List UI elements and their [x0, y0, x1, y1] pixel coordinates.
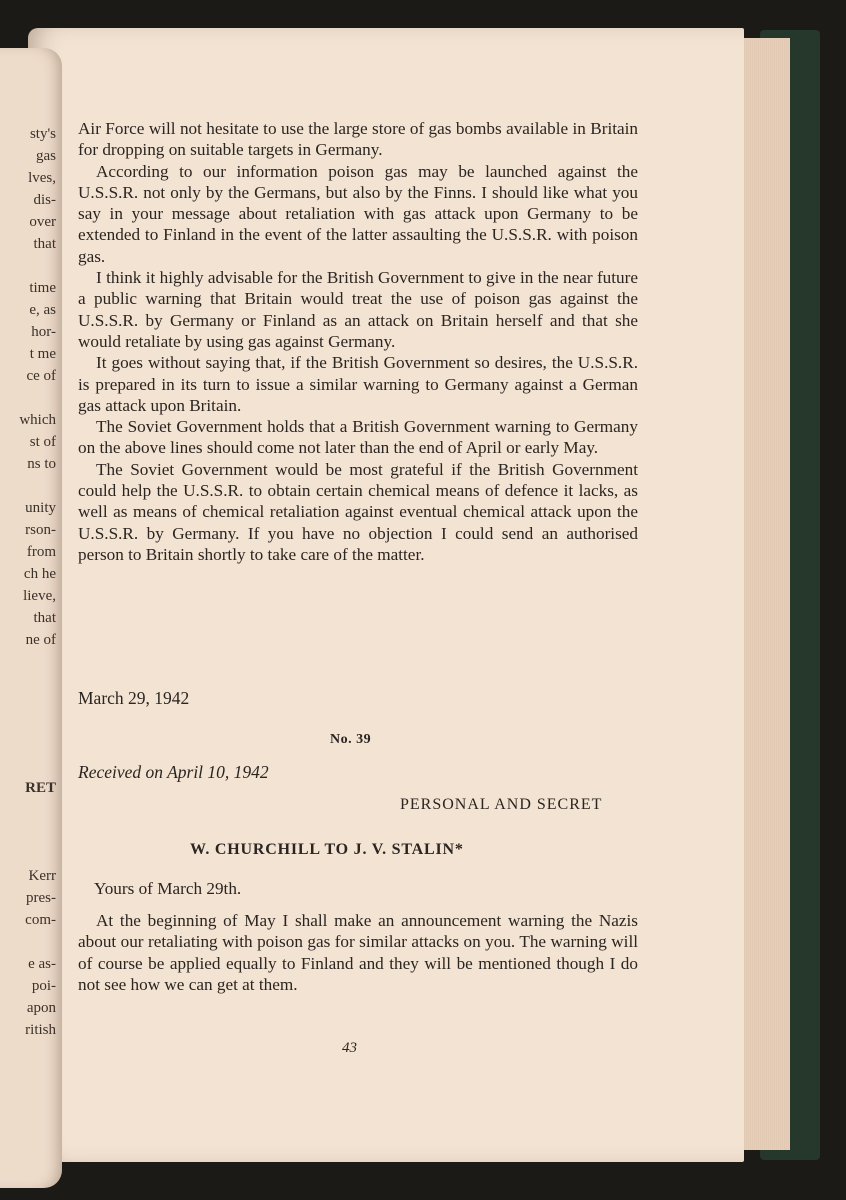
left-text: ns to: [27, 456, 56, 472]
left-text: which: [19, 412, 56, 428]
left-text: Kerr: [28, 868, 56, 884]
left-text: RET: [25, 780, 56, 796]
left-text: dis-: [33, 192, 56, 208]
reply-body: [78, 910, 638, 995]
left-text: lieve,: [23, 588, 56, 604]
left-text: poi-: [31, 978, 56, 994]
left-text: hor-: [31, 324, 56, 340]
greeting: Yours of March 29th.: [94, 879, 242, 898]
left-text: com-: [25, 912, 56, 928]
left-text: ce of: [26, 368, 56, 384]
left-text: st of: [29, 434, 56, 450]
left-text: from: [26, 544, 56, 560]
page-number: 43: [342, 1040, 357, 1056]
paragraph: Air Force will not hesitate to use the large store of gas bombs available in Britain for dropping on suitable targets in Germany.: [78, 119, 638, 160]
letter-date: March 29, 1942: [78, 688, 190, 708]
paragraph: The Soviet Government holds that a British Government warning to Germany on the above lines should come not later than the end of April or early May.: [78, 417, 638, 458]
paragraph: I think it highly advisable for the British Government to give in the near future a public warning that Britain would treat the use of poison gas against the U.S.S.R. by Germany or Finland as an attack on Britain herself and that she would retaliate by using gas against Germany.: [78, 268, 638, 351]
paragraph: According to our information poison gas may be launched against the U.S.S.R. not only by the Germans, but also by the Finns. I should like what you say in your message about retaliation with gas attack upon Germany to be extended to Finland in the event of the latter assaulting the U.S.S.R. with poison gas.: [78, 161, 638, 266]
left-text: sty's: [29, 126, 56, 142]
document-heading: W. CHURCHILL TO J. V. STALIN*: [190, 841, 464, 858]
left-text: e as-: [28, 956, 56, 972]
left-text: e, as: [29, 302, 56, 318]
paragraph: At the beginning of May I shall make an announcement warning the Nazis about our retaliating with poison gas for similar attacks on you. The warning will of course be applied equally to Finland and they will be mentioned though I do not see how we can get at them.: [78, 911, 638, 994]
received-date: Received on April 10, 1942: [78, 762, 269, 782]
left-text: rson-: [25, 522, 56, 538]
left-text: ch he: [23, 566, 56, 582]
left-text: that: [33, 236, 56, 252]
left-text: time: [29, 280, 56, 296]
left-text: ritish: [25, 1022, 56, 1038]
left-text: lves,: [28, 170, 56, 186]
left-text: pres-: [26, 890, 56, 906]
left-text: apon: [26, 1000, 56, 1016]
paragraph: It goes without saying that, if the British Government so desires, the U.S.S.R. is prepared in its turn to issue a similar warning to Germany against a German gas attack upon Britain.: [78, 353, 638, 415]
left-text: over: [29, 214, 56, 230]
left-text: that: [33, 610, 56, 626]
classification: PERSONAL AND SECRET: [400, 796, 603, 813]
left-page-fragment: [0, 48, 62, 1188]
left-text: gas: [36, 148, 56, 164]
document-number: No. 39: [330, 732, 372, 747]
left-text: unity: [25, 500, 56, 516]
letter-body: [78, 118, 638, 565]
left-text: ne of: [25, 632, 56, 648]
paragraph: The Soviet Government would be most grateful if the British Government could help the U.S.S.R. to obtain certain chemical means of defence it lacks, as well as means of chemical retaliation against eventual chemical attack upon the U.S.S.R. by Germany. If you have no objection I could send an authorised person to Britain shortly to take care of the matter.: [78, 459, 638, 564]
left-text: t me: [29, 346, 56, 362]
